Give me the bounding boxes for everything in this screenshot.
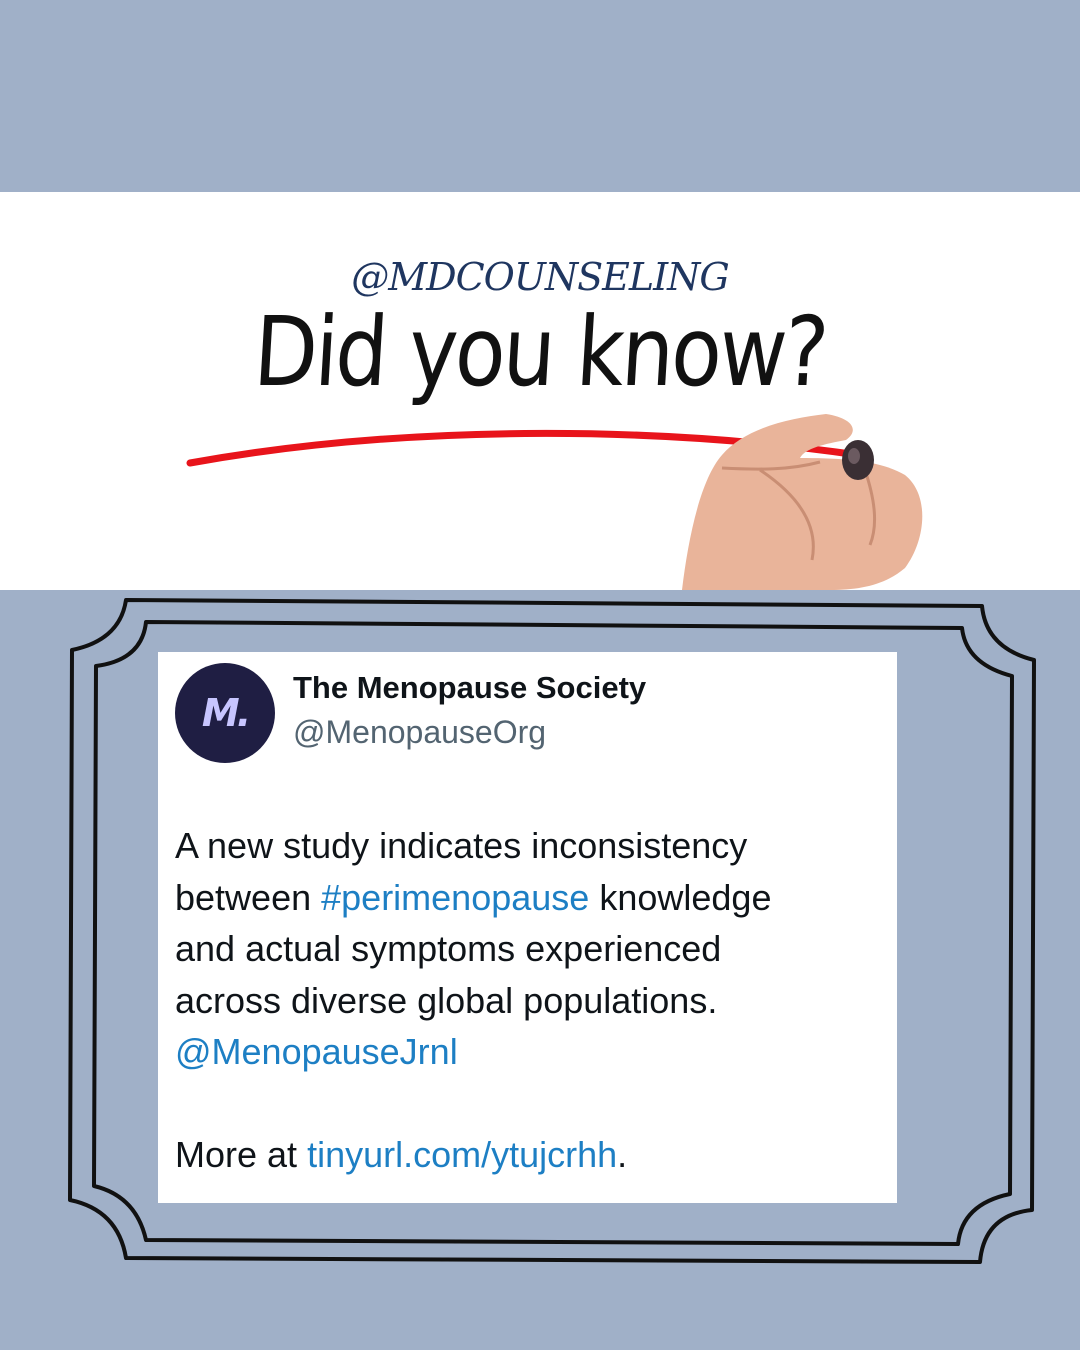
paragraph-gap <box>175 1078 890 1130</box>
tweet-line-2 <box>175 872 890 924</box>
hashtag-link[interactable]: #perimenopause <box>321 876 590 918</box>
account-handle: @MDCOUNSELING <box>351 255 729 299</box>
tweet-line-2-suffix: knowledge <box>599 876 772 918</box>
more-line <box>175 1129 890 1181</box>
tweet-line-3: and actual symptoms experienced <box>175 928 722 969</box>
headline: Did you know? <box>250 296 830 408</box>
account-name[interactable]: The Menopause Society <box>293 670 647 705</box>
tweet-text <box>175 820 890 1181</box>
tweet-line-2-prefix: between <box>175 876 312 918</box>
more-prefix: More at <box>175 1134 298 1175</box>
tweet-card <box>158 652 897 1203</box>
more-suffix: . <box>617 1134 628 1175</box>
mention-link[interactable]: @MenopauseJrnl <box>175 1031 458 1072</box>
url-link[interactable]: tinyurl.com/ytujcrhh <box>307 1134 618 1175</box>
tweet-line-1: A new study indicates inconsistency <box>175 825 748 866</box>
account-username[interactable]: @MenopauseOrg <box>293 714 547 750</box>
tweet-line-4: across diverse global populations. <box>175 979 718 1021</box>
avatar-logo: M. <box>201 691 249 735</box>
avatar[interactable] <box>175 663 275 763</box>
